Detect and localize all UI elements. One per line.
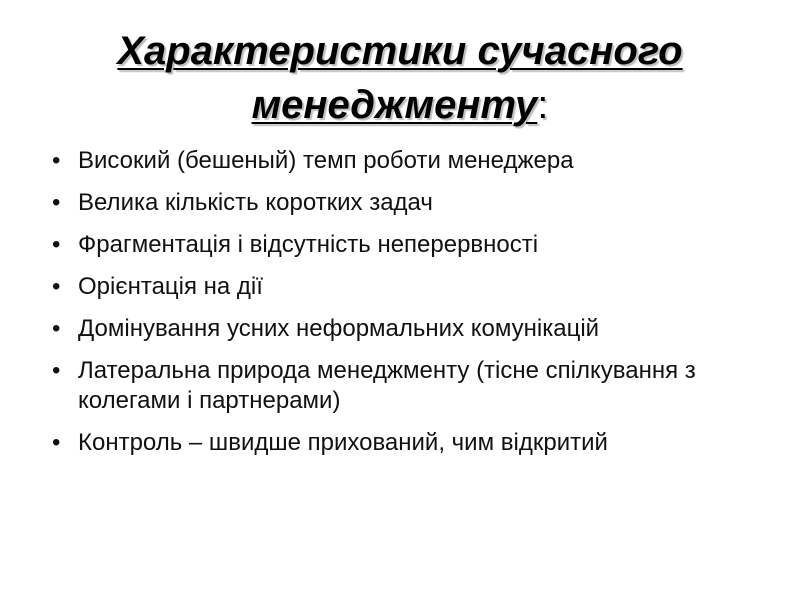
bullet-text: Латеральна природа менеджменту (тісне спілкування з колегами і партнерами) [78, 357, 696, 414]
bullet-icon: • [52, 147, 61, 174]
slide-title [40, 24, 760, 132]
title-line-2: менеджменту [251, 83, 538, 127]
bullet-text: Фрагментація і відсутність неперервності [78, 231, 539, 258]
bullet-icon: • [52, 315, 61, 342]
bullet-text: Домінування усних неформальних комунікацій [78, 315, 600, 342]
bullet-item [52, 314, 772, 344]
bullet-item [52, 146, 772, 176]
title-line-1: Характеристики сучасного [117, 29, 683, 73]
bullet-icon: • [52, 189, 61, 216]
bullet-text: Орієнтація на дії [78, 273, 263, 300]
bullet-text: Високий (бешеный) темп роботи менеджера [78, 147, 574, 174]
bullet-list [52, 146, 772, 470]
bullet-item [52, 428, 772, 458]
bullet-item [52, 272, 772, 302]
bullet-icon: • [52, 231, 61, 258]
bullet-icon: • [52, 429, 61, 456]
bullet-text: Контроль – швидше прихований, чим відкритий [78, 429, 608, 456]
bullet-item [52, 188, 772, 218]
bullet-item [52, 230, 772, 260]
bullet-item [52, 356, 772, 416]
title-colon: : [537, 83, 549, 127]
bullet-icon: • [52, 357, 61, 384]
bullet-icon: • [52, 273, 61, 300]
bullet-text: Велика кількість коротких задач [78, 189, 433, 216]
